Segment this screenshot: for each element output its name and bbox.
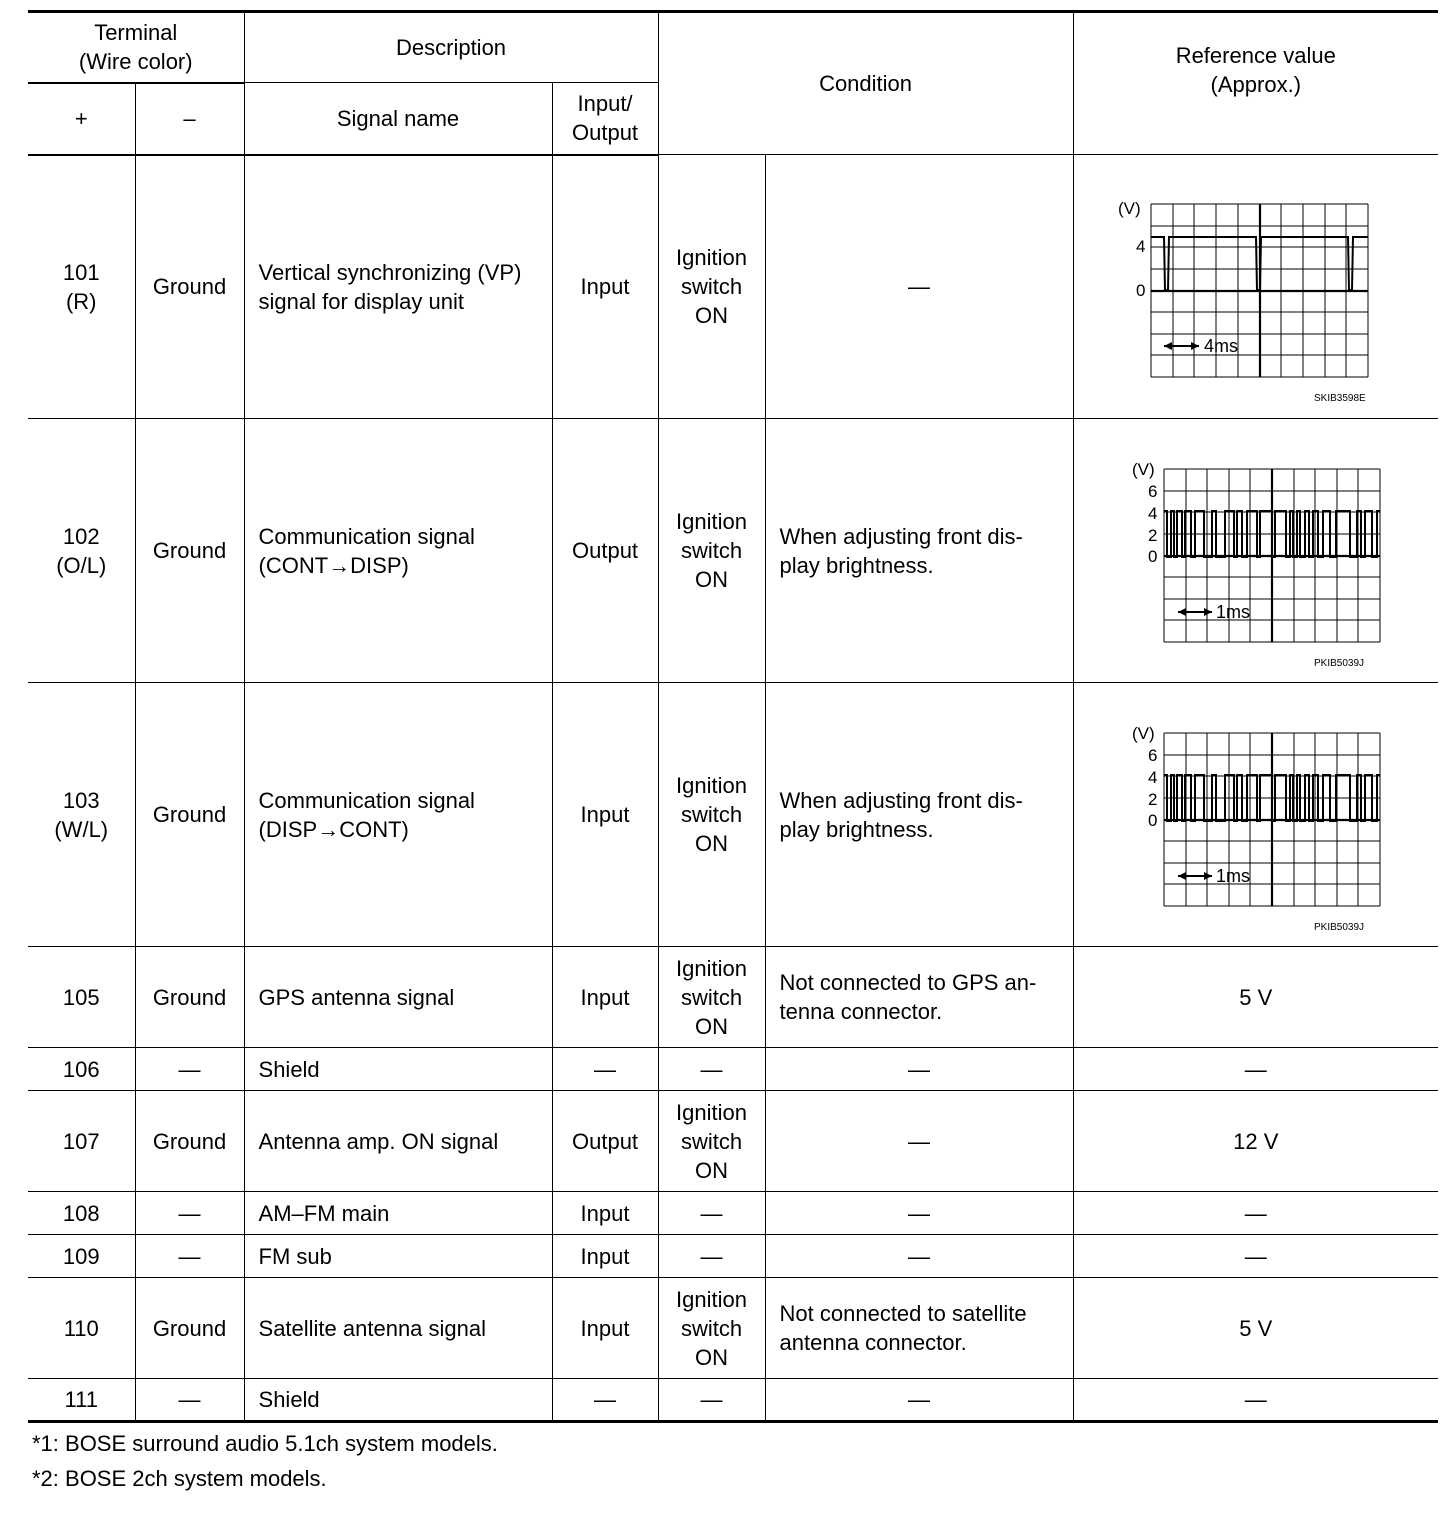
arrow-right-icon: [1204, 608, 1212, 616]
arrow-left-icon: [1164, 342, 1172, 350]
reference-value: —: [1073, 1379, 1438, 1422]
waveform-tick: 0: [1147, 547, 1158, 566]
waveform-code: SKIB3598E: [1313, 393, 1366, 404]
arrow-right-icon: [1204, 872, 1212, 880]
table-row: [28, 683, 1438, 947]
terminal-minus: —: [135, 1235, 244, 1278]
condition-ignition: —: [658, 1048, 765, 1091]
table-row: [28, 1091, 1438, 1192]
condition-ignition: Ignition switch ON: [658, 683, 765, 947]
condition-detail: —: [765, 155, 1073, 419]
table-row: [28, 1278, 1438, 1379]
signal-name: Shield: [244, 1379, 552, 1422]
terminal-minus: Ground: [135, 683, 244, 947]
terminal-plus: 109: [28, 1235, 135, 1278]
input-output: Input: [552, 947, 658, 1048]
signal-name: Communication signal (DISP→CONT): [244, 683, 552, 947]
terminal-minus: Ground: [135, 155, 244, 419]
footnote: *1: BOSE surround audio 5.1ch system models.: [32, 1431, 498, 1456]
header-minus: –: [135, 83, 244, 155]
arrow-left-icon: [1178, 872, 1186, 880]
terminal-minus: —: [135, 1192, 244, 1235]
condition-detail: Not connected to satellite antenna connector.: [765, 1278, 1073, 1379]
terminal-minus: —: [135, 1048, 244, 1091]
reference-value: —: [1073, 1235, 1438, 1278]
condition-ignition: —: [658, 1379, 765, 1422]
signal-name: FM sub: [244, 1235, 552, 1278]
table-row: [28, 947, 1438, 1048]
terminal-plus: 106: [28, 1048, 135, 1091]
terminal-plus: 111: [28, 1379, 135, 1422]
table-row: [28, 155, 1438, 419]
condition-ignition: Ignition switch ON: [658, 947, 765, 1048]
waveform-volt-label: (V): [1131, 460, 1155, 479]
waveform-skib3598e: [1074, 155, 1439, 417]
signal-name: Shield: [244, 1048, 552, 1091]
terminal-plus: 108: [28, 1192, 135, 1235]
terminal-minus: Ground: [135, 1091, 244, 1192]
reference-value: —: [1073, 1192, 1438, 1235]
condition-ignition: Ignition switch ON: [658, 419, 765, 683]
waveform-time-label: 1ms: [1215, 602, 1250, 622]
input-output: Input: [552, 1278, 658, 1379]
terminal-reference-table: [28, 10, 1438, 1423]
header-condition: Condition: [658, 12, 1073, 155]
waveform-time-label: 1ms: [1215, 866, 1250, 886]
waveform-pkib5039j: [1074, 683, 1439, 945]
header-description: Description: [244, 12, 658, 83]
terminal-minus: —: [135, 1379, 244, 1422]
header-input-output: Input/ Output: [552, 83, 658, 155]
waveform-tick: 2: [1147, 526, 1158, 545]
signal-name: Antenna amp. ON signal: [244, 1091, 552, 1192]
terminal-plus: 110: [28, 1278, 135, 1379]
input-output: —: [552, 1379, 658, 1422]
waveform-code: PKIB5039J: [1313, 922, 1364, 933]
input-output: Output: [552, 419, 658, 683]
waveform-tick: 6: [1147, 746, 1158, 765]
footnote: *2: BOSE 2ch system models.: [32, 1466, 327, 1491]
reference-value: 5 V: [1073, 1278, 1438, 1379]
waveform-tick: 6: [1147, 482, 1158, 501]
waveform-tick: 0: [1147, 811, 1158, 830]
terminal-plus: 105: [28, 947, 135, 1048]
condition-detail: —: [765, 1091, 1073, 1192]
waveform-tick: 4: [1147, 768, 1158, 787]
condition-detail: When adjusting front dis- play brightness.: [765, 419, 1073, 683]
condition-detail: —: [765, 1192, 1073, 1235]
terminal-minus: Ground: [135, 1278, 244, 1379]
waveform-time-label: 4ms: [1203, 336, 1238, 356]
waveform-tick: 2: [1147, 790, 1158, 809]
condition-ignition: —: [658, 1192, 765, 1235]
reference-value: —: [1073, 1048, 1438, 1091]
header-terminal: Terminal (Wire color): [28, 12, 244, 83]
table-row: [28, 1379, 1438, 1422]
condition-ignition: Ignition switch ON: [658, 1091, 765, 1192]
condition-ignition: Ignition switch ON: [658, 155, 765, 419]
condition-detail: Not connected to GPS an- tenna connector.: [765, 947, 1073, 1048]
table-row: [28, 419, 1438, 683]
input-output: Input: [552, 1235, 658, 1278]
arrow-left-icon: [1178, 608, 1186, 616]
reference-waveform: [1073, 419, 1438, 683]
reference-value: 12 V: [1073, 1091, 1438, 1192]
waveform-tick: 4: [1147, 504, 1158, 523]
terminal-plus: 101 (R): [28, 155, 135, 419]
waveform-pkib5039j: [1074, 419, 1439, 681]
reference-waveform: [1073, 155, 1438, 419]
signal-name: AM–FM main: [244, 1192, 552, 1235]
waveform-volt-label: (V): [1131, 724, 1155, 743]
input-output: Output: [552, 1091, 658, 1192]
terminal-minus: Ground: [135, 947, 244, 1048]
condition-detail: —: [765, 1048, 1073, 1091]
condition-detail: —: [765, 1379, 1073, 1422]
header-reference-value: Reference value (Approx.): [1073, 12, 1438, 155]
condition-ignition: —: [658, 1235, 765, 1278]
condition-detail: When adjusting front dis- play brightness.: [765, 683, 1073, 947]
signal-name: Satellite antenna signal: [244, 1278, 552, 1379]
reference-value: 5 V: [1073, 947, 1438, 1048]
input-output: Input: [552, 1192, 658, 1235]
waveform-volt-label: (V): [1117, 199, 1141, 218]
condition-ignition: Ignition switch ON: [658, 1278, 765, 1379]
terminal-minus: Ground: [135, 419, 244, 683]
reference-waveform: [1073, 683, 1438, 947]
terminal-plus: 102 (O/L): [28, 419, 135, 683]
table-row: [28, 1192, 1438, 1235]
footnotes: [32, 1426, 498, 1496]
table-row: [28, 1235, 1438, 1278]
signal-name: Communication signal (CONT→DISP): [244, 419, 552, 683]
input-output: Input: [552, 683, 658, 947]
input-output: —: [552, 1048, 658, 1091]
terminal-plus: 107: [28, 1091, 135, 1192]
header-signal-name: Signal name: [244, 83, 552, 155]
condition-detail: —: [765, 1235, 1073, 1278]
table-row: [28, 1048, 1438, 1091]
input-output: Input: [552, 155, 658, 419]
arrow-right-icon: [1191, 342, 1199, 350]
signal-name: GPS antenna signal: [244, 947, 552, 1048]
waveform-tick: 4: [1135, 237, 1146, 256]
terminal-plus: 103 (W/L): [28, 683, 135, 947]
signal-name: Vertical synchronizing (VP) signal for display unit: [244, 155, 552, 419]
waveform-code: PKIB5039J: [1313, 658, 1364, 669]
waveform-tick: 0: [1135, 281, 1146, 300]
header-plus: +: [28, 83, 135, 155]
